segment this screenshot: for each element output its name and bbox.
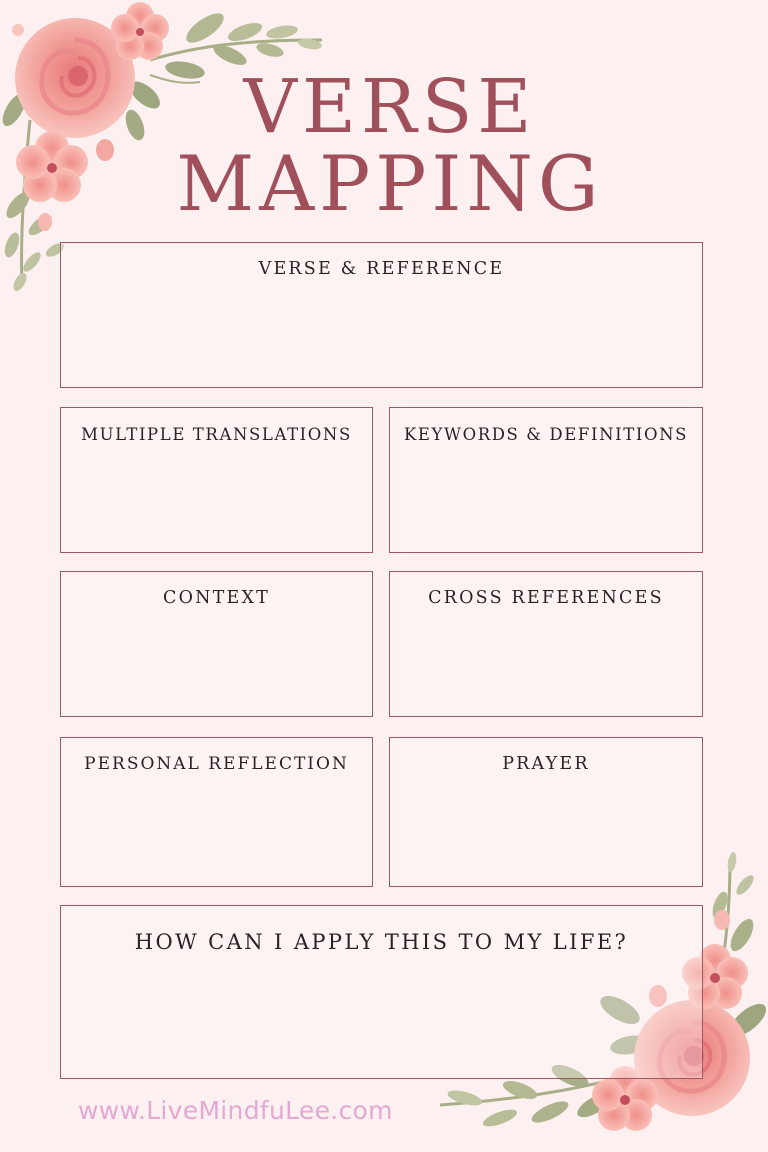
keywords-definitions-box[interactable]	[389, 407, 703, 553]
personal-reflection-label: PERSONAL REFLECTION	[84, 754, 349, 774]
page-title-line-2: MAPPING	[176, 139, 604, 228]
context-box[interactable]	[60, 571, 373, 717]
apply-to-life-label: HOW CAN I APPLY THIS TO MY LIFE?	[134, 930, 629, 954]
cross-references-box[interactable]	[389, 571, 703, 717]
cross-references-label: CROSS REFERENCES	[428, 588, 664, 608]
verse-reference-box[interactable]	[60, 242, 703, 388]
prayer-label: PRAYER	[502, 754, 590, 774]
apply-to-life-box[interactable]	[60, 905, 703, 1079]
verse-reference-label: VERSE & REFERENCE	[258, 259, 505, 279]
prayer-box[interactable]	[389, 737, 703, 887]
context-label: CONTEXT	[162, 588, 271, 608]
multiple-translations-box[interactable]	[60, 407, 373, 553]
website-url: www.LiveMindfuLee.com	[78, 1096, 393, 1125]
multiple-translations-label: MULTIPLE TRANSLATIONS	[81, 425, 352, 444]
page-title-line-1: VERSE	[243, 64, 537, 150]
keywords-definitions-label: KEYWORDS & DEFINITIONS	[403, 425, 689, 444]
personal-reflection-box[interactable]	[60, 737, 373, 887]
